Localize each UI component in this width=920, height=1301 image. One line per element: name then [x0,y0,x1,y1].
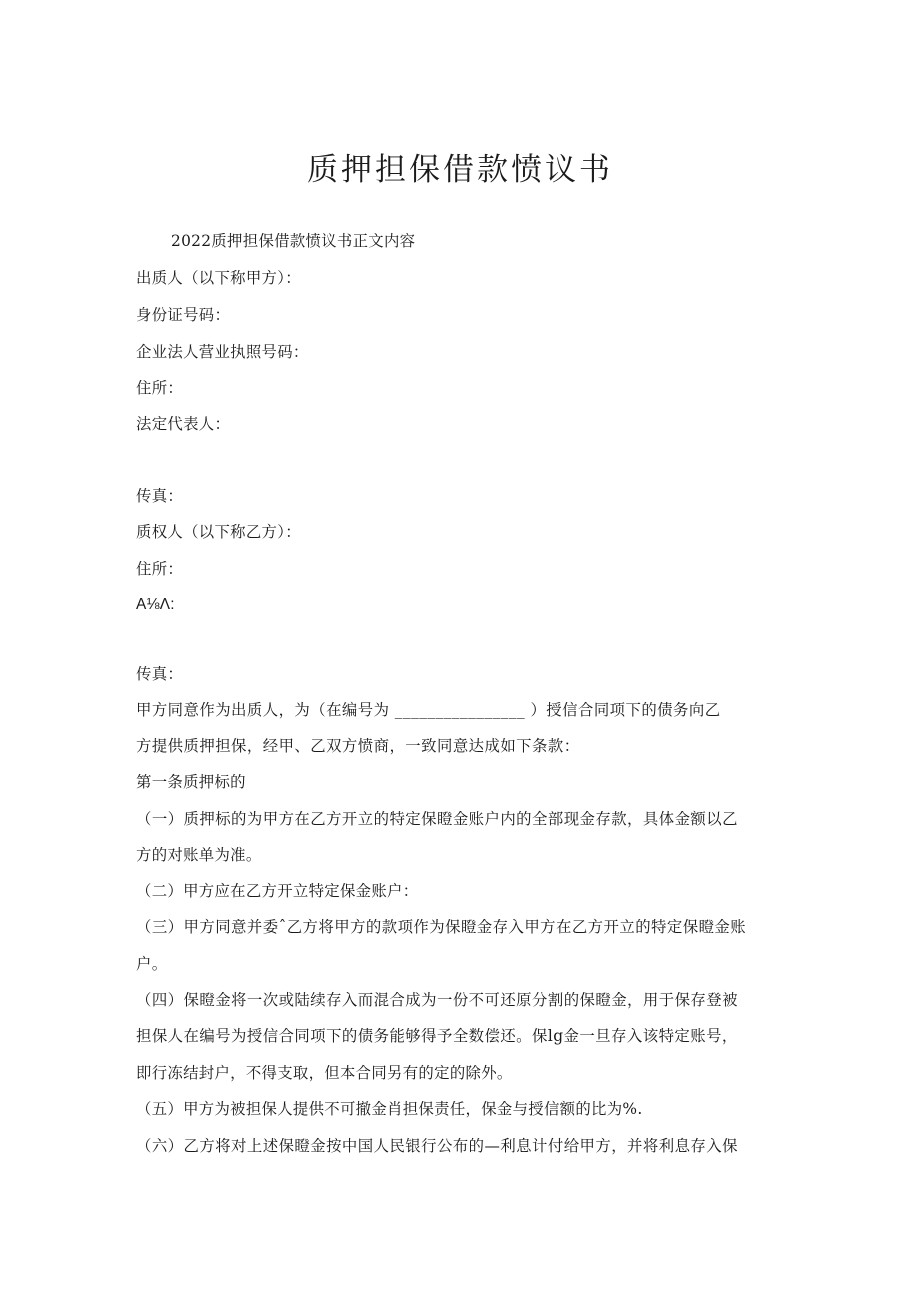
pledgor-address-line: 住所： [136,379,184,397]
pledgee-fax-line: 传真： [136,665,184,683]
clause-2-line: （二）甲方应在乙方开立特定保金账户： [136,882,419,900]
clause-1-line-2: 方的对账单为准。 [136,846,262,864]
clause-4-line-1: （四）保瞪金将一次或陆续存入而混合成为一份不可还原分割的保瞪金，用于保存登被 [136,991,738,1009]
pledgee-address-line: 住所： [136,560,184,578]
pledgee-line: 质权人（以下称乙方）： [136,523,301,541]
clause-4-line-3: 即行冻结封户，不得支取，但本合同另有的定的除外。 [136,1064,513,1082]
business-license-line: 企业法人营业执照号码： [136,343,309,361]
clause-5-line: （五）甲方为被担保人提供不可撤金肖担保责任，保金与授信额的比为%. [136,1100,643,1118]
clause-6-line-1: （六）乙方将对上述保瞪金按中国人民银行公布的—利息计付给甲方，并将利息存入保 [136,1137,738,1155]
document-subtitle: 2022质押担保借款愤议书正文内容 [171,232,416,250]
garbled-line: A⅛Λ: [136,596,175,613]
clause-1-line-1: （一）质押标的为甲方在乙方开立的特定保瞪金账户内的全部现金存款，具体金额以乙 [136,810,738,828]
legal-representative-line: 法定代表人： [136,415,231,433]
pledgor-fax-line: 传真： [136,487,184,505]
clause-4-line-2: 担保人在编号为授信合同项下的债务能够得予全数偿还。保lg金一旦存入该特定账号， [136,1027,738,1045]
document-title: 质押担保借款愤议书 [307,152,613,188]
id-number-line: 身份证号码： [136,306,231,324]
clause-3-line-1: （三）甲方同意并委ˆ乙方将甲方的款项作为保瞪金存入甲方在乙方开立的特定保瞪金账 [136,918,747,936]
article-one-heading: 第一条质押标的 [136,773,246,791]
agreement-paragraph-line-2: 方提供质押担保，经甲、乙双方愤商，一致同意达成如下条款： [136,737,580,755]
clause-3-line-2: 户。 [136,955,168,973]
pledgor-line: 出质人（以下称甲方）： [136,269,301,287]
agreement-paragraph-line-1: 甲方同意作为出质人，为（在编号为 ________________ ）授信合同项下的债务向乙 [136,701,721,719]
